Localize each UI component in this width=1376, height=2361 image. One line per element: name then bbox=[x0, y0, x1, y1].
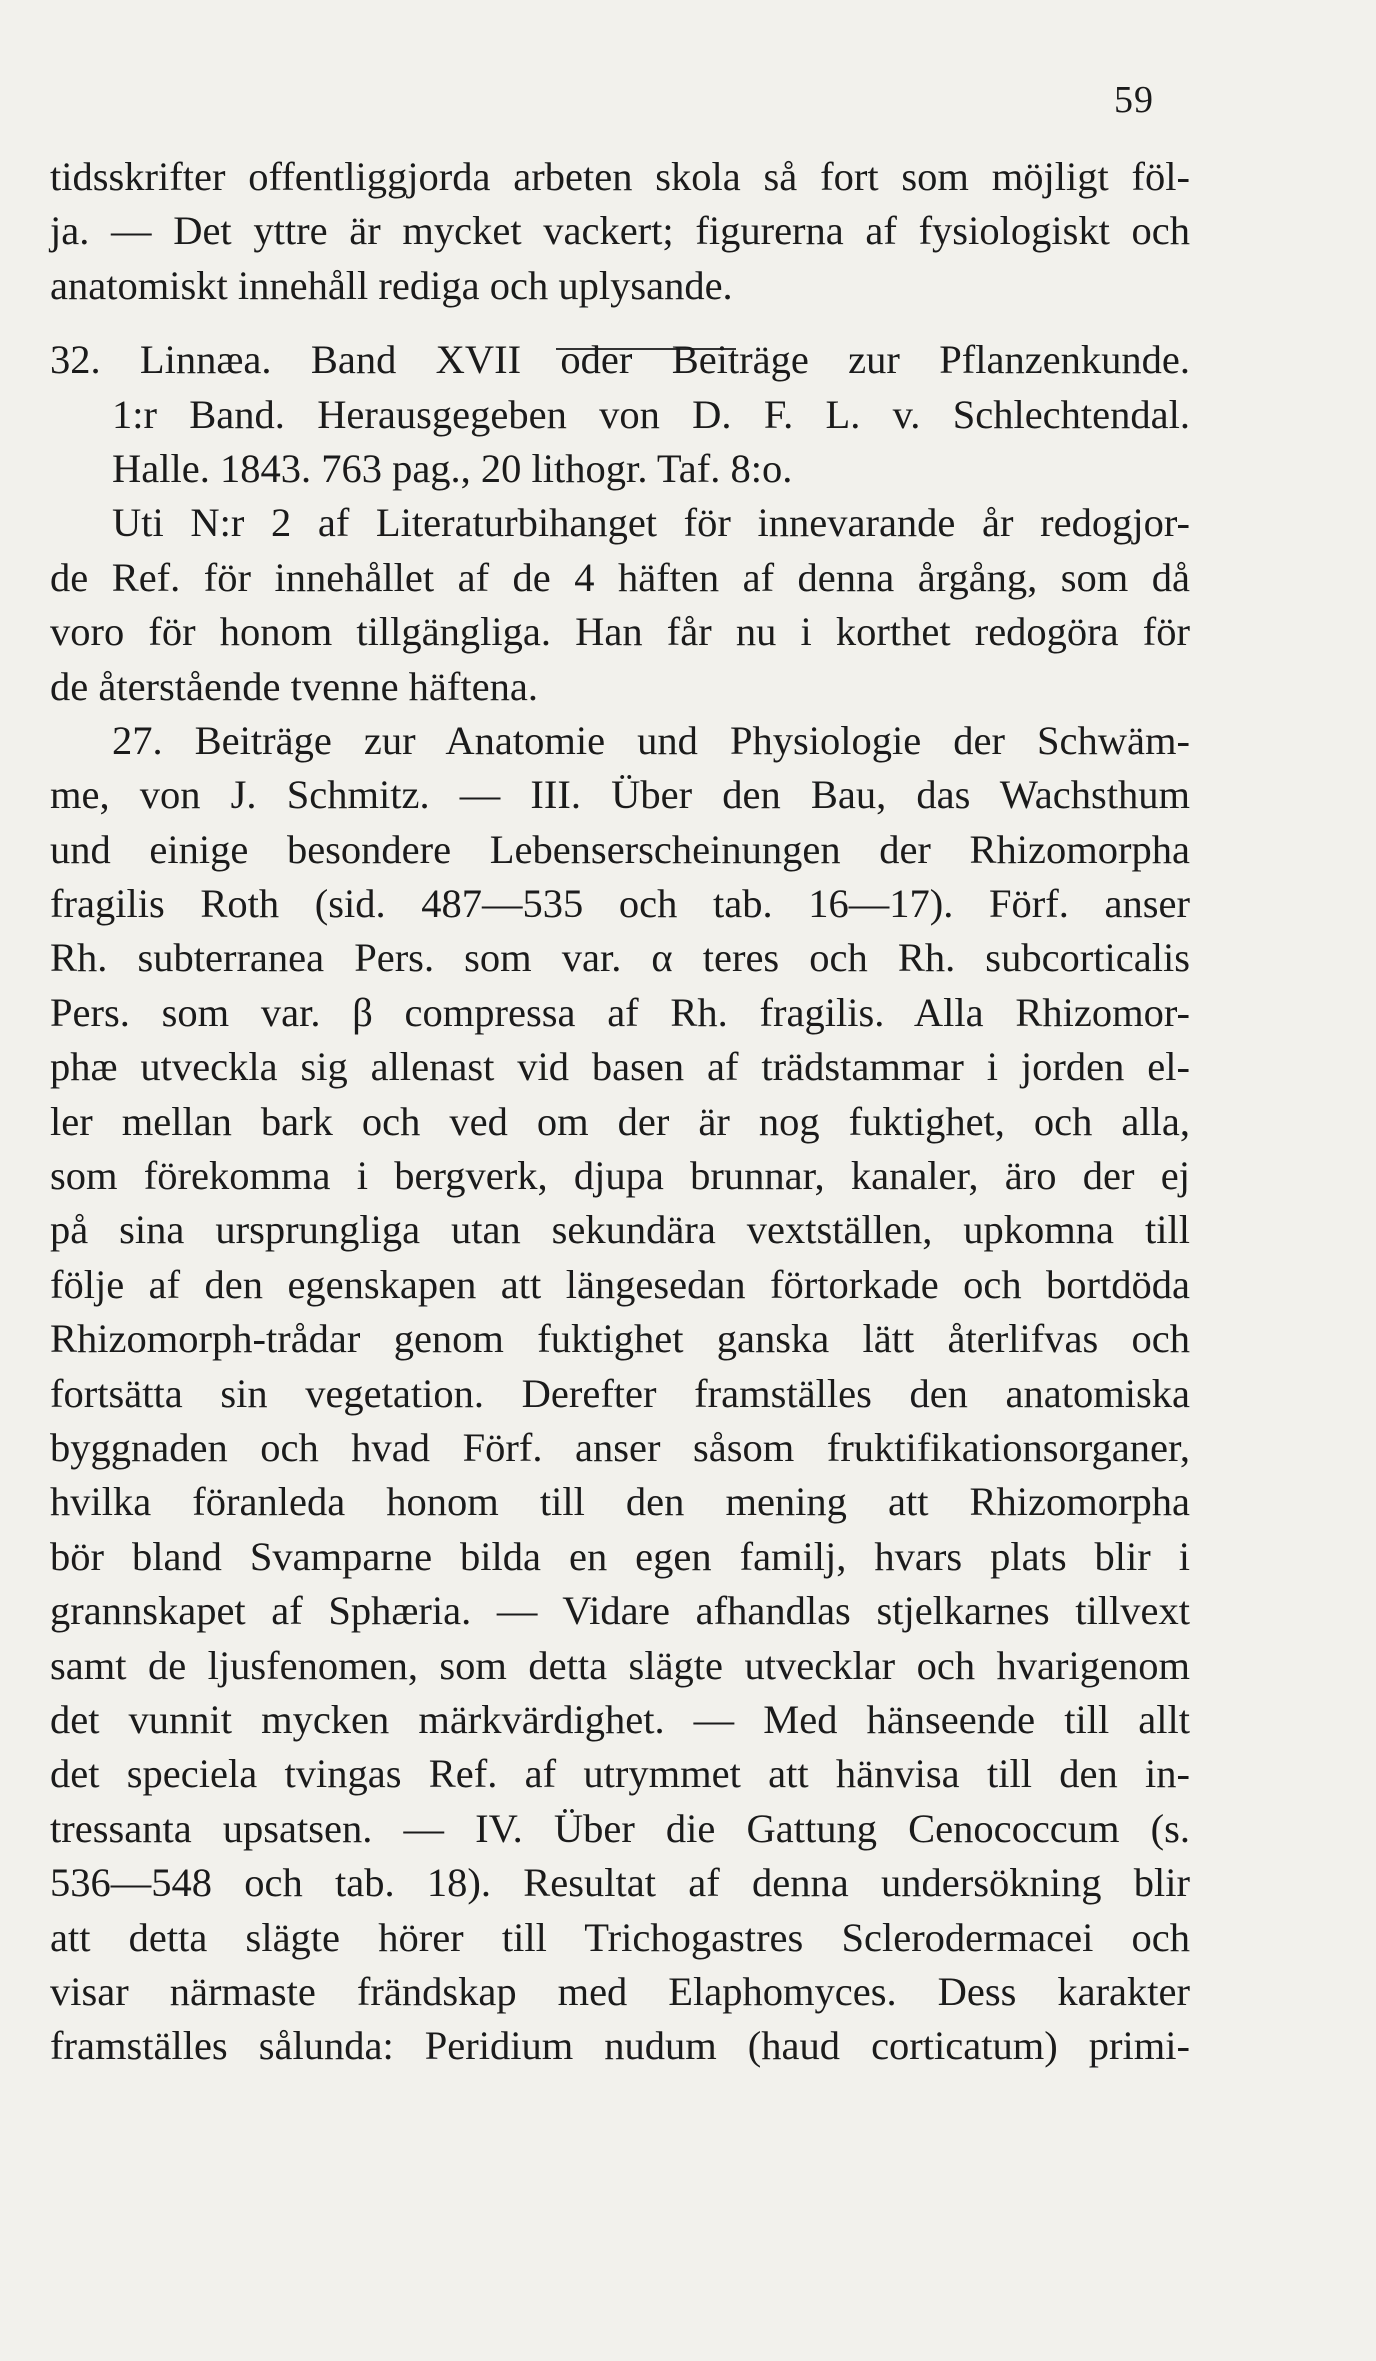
text-line: Uti N:r 2 af Literaturbihanget för innevarande år redogjor- bbox=[112, 500, 1190, 546]
text-line: framställes sålunda: Peridium nudum (haud corticatum) primi- bbox=[50, 2023, 1190, 2069]
text-line: det speciela tvingas Ref. af utrymmet att hänvisa till den in- bbox=[50, 1751, 1190, 1797]
text-line: anatomiskt innehåll rediga och uplysande. bbox=[50, 262, 733, 308]
text-line: ler mellan bark och ved om der är nog fuktighet, och alla, bbox=[50, 1098, 1190, 1144]
text-line: 27. Beiträge zur Anatomie und Physiologie der Schwäm- bbox=[112, 717, 1190, 763]
text-line: Rhizomorph-trådar genom fuktighet ganska lätt återlifvas och bbox=[50, 1316, 1190, 1362]
text-line: 536—548 och tab. 18). Resultat af denna undersökning blir bbox=[50, 1860, 1190, 1906]
text-line: tressanta upsatsen. — IV. Über die Gattung Cenococcum (s. bbox=[50, 1805, 1190, 1851]
text-line: visar närmaste frändskap med Elaphomyces. Dess karakter bbox=[50, 1968, 1190, 2014]
text-line: som förekomma i bergverk, djupa brunnar, kanaler, äro der ej bbox=[50, 1153, 1190, 1199]
page-number: 59 bbox=[1114, 79, 1154, 121]
text-line: 1:r Band. Herausgegeben von D. F. L. v. Schlechtendal. bbox=[112, 391, 1190, 437]
text-line: Rh. subterranea Pers. som var. α teres och Rh. subcorticalis bbox=[50, 935, 1190, 981]
text-line: de återstående tvenne häftena. bbox=[50, 663, 538, 709]
text-line: voro för honom tillgängliga. Han får nu i korthet redogöra för bbox=[50, 609, 1190, 655]
text-line: ja. — Det yttre är mycket vackert; figurerna af fysiologiskt och bbox=[50, 208, 1190, 254]
text-line: på sina ursprungliga utan sekundära vextställen, upkomna till bbox=[50, 1207, 1190, 1253]
text-line: att detta slägte hörer till Trichogastres Sclerodermacei och bbox=[50, 1914, 1190, 1960]
text-line: de Ref. för innehållet af de 4 häften af denna årgång, som då bbox=[50, 554, 1190, 600]
text-line: bör bland Svamparne bilda en egen familj, hvars plats blir i bbox=[50, 1533, 1190, 1579]
text-line: fragilis Roth (sid. 487—535 och tab. 16—17). Förf. anser bbox=[50, 881, 1190, 927]
text-line: me, von J. Schmitz. — III. Über den Bau, das Wachsthum bbox=[50, 772, 1190, 818]
text-line: und einige besondere Lebenserscheinungen der Rhizomorpha bbox=[50, 826, 1190, 872]
text-line: phæ utveckla sig allenast vid basen af trädstammar i jorden el- bbox=[50, 1044, 1190, 1090]
text-line: tidsskrifter offentliggjorda arbeten skola så fort som möjligt föl- bbox=[50, 154, 1190, 199]
text-line: det vunnit mycken märkvärdighet. — Med hänseende till allt bbox=[50, 1696, 1190, 1742]
text-line: hvilka föranleda honom till den mening att Rhizomorpha bbox=[50, 1479, 1190, 1525]
text-line: fortsätta sin vegetation. Derefter framställes den anatomiska bbox=[50, 1370, 1190, 1416]
text-line: följe af den egenskapen att längesedan förtorkade och bortdöda bbox=[50, 1261, 1190, 1307]
text-line: Halle. 1843. 763 pag., 20 lithogr. Taf. 8:o. bbox=[112, 445, 793, 491]
text-line: byggnaden och hvad Förf. anser såsom fruktifikationsorganer, bbox=[50, 1424, 1190, 1470]
text-line: Pers. som var. β compressa af Rh. fragilis. Alla Rhizomor- bbox=[50, 989, 1190, 1035]
body-text bbox=[50, 150, 1190, 2074]
text-line: 32. Linnæa. Band XVII oder Beiträge zur Pflanzenkunde. bbox=[50, 337, 1190, 383]
text-line: samt de ljusfenomen, som detta slägte utvecklar och hvarigenom bbox=[50, 1642, 1190, 1688]
text-line: grannskapet af Sphæria. — Vidare afhandlas stjelkarnes tillvext bbox=[50, 1588, 1190, 1634]
